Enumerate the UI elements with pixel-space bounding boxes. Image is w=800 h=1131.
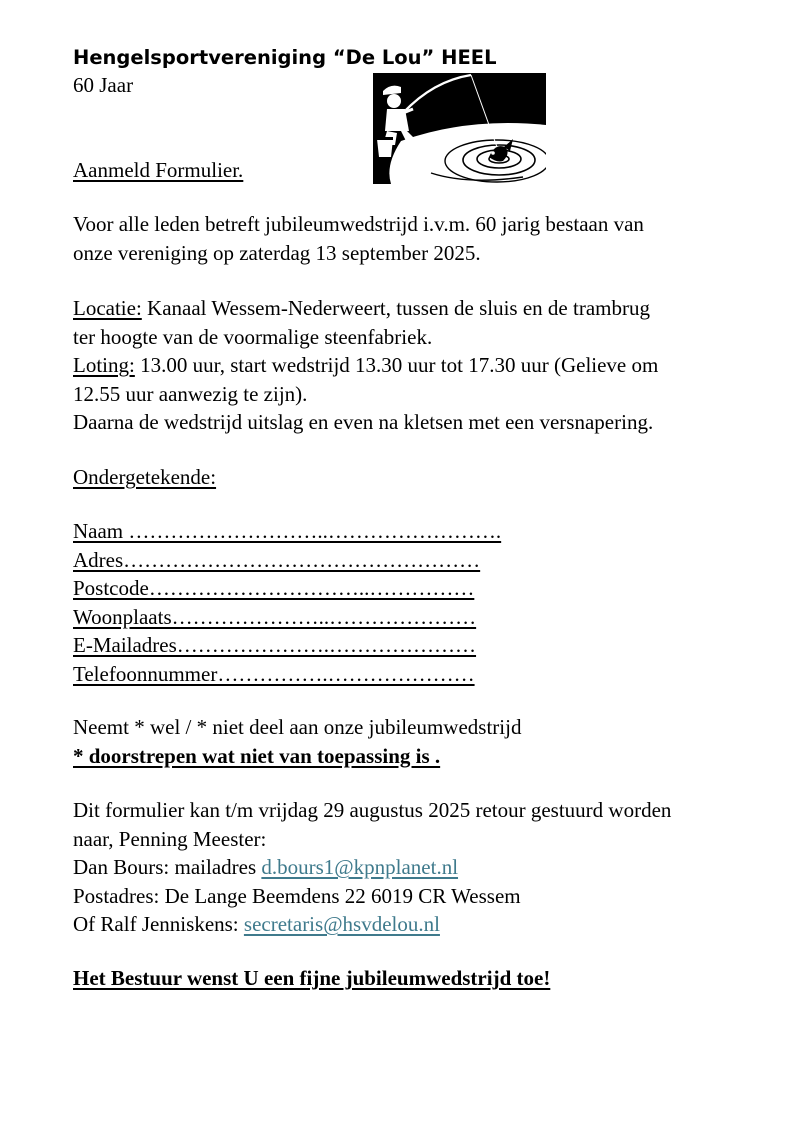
participation-note: * doorstrepen wat niet van toepassing is . <box>73 743 441 768</box>
location-line-2: ter hoogte van de voormalige steenfabriek. <box>73 324 433 349</box>
postal-address: Postadres: De Lange Beemdens 22 6019 CR Wessem <box>73 883 521 908</box>
return-line-1: Dit formulier kan t/m vrijdag 29 augustus 2025 retour gestuurd worden <box>73 798 672 822</box>
secretary-contact <box>73 910 440 939</box>
draw-value: 13.00 uur, start wedstrijd 13.30 uur tot 17.30 uur (Gelieve om <box>134 353 659 377</box>
secretary-email-link[interactable]: secretaris@hsvdelou.nl <box>243 912 440 936</box>
signatory-heading: Ondergetekende: <box>73 465 217 489</box>
treasurer-label: Dan Bours: mailadres <box>73 855 262 879</box>
field-city: Woonplaats…………………..………………… <box>73 604 477 629</box>
treasurer-contact <box>73 853 458 882</box>
field-phone: Telefoonnummer…………….………………… <box>73 661 475 686</box>
form-heading: Aanmeld Formulier. <box>73 158 244 182</box>
document-title: Hengelsportvereniging “De Lou” HEEL <box>73 46 497 69</box>
field-address: Adres…………………………………………… <box>73 547 481 572</box>
afterwards-line: Daarna de wedstrijd uitslag en even na kletsen met een versnapering. <box>73 410 654 434</box>
location-label: Locatie: <box>73 296 142 320</box>
draw-line-2: 12.55 uur aanwezig te zijn). <box>73 381 308 406</box>
treasurer-email-link[interactable]: d.bours1@kpnplanet.nl <box>261 855 459 879</box>
anniversary-label: 60 Jaar <box>73 73 134 97</box>
draw-line <box>73 351 658 380</box>
location-value: Kanaal Wessem-Nederweert, tussen de sluis en de trambrug <box>141 296 650 320</box>
intro-line-1: Voor alle leden betreft jubileumwedstrijd i.v.m. 60 jarig bestaan van <box>73 212 644 236</box>
closing-line: Het Bestuur wenst U een fijne jubileumwedstrijd toe! <box>73 966 551 990</box>
draw-label: Loting: <box>73 353 135 377</box>
field-email: E-Mailadres………………….………………… <box>73 633 477 657</box>
fisherman-logo-icon <box>373 73 546 184</box>
participation-line: Neemt * wel / * niet deel aan onze jubileumwedstrijd <box>73 715 522 739</box>
location-line <box>73 294 650 323</box>
intro-line-2: onze vereniging op zaterdag 13 september 2025. <box>73 240 481 265</box>
secretary-label: Of Ralf Jenniskens: <box>73 912 244 936</box>
return-line-2: naar, Penning Meester: <box>73 826 267 851</box>
field-postcode: Postcode…………………………..…………… <box>73 576 475 600</box>
field-name: Naam ………………………..……………………. <box>73 519 502 543</box>
